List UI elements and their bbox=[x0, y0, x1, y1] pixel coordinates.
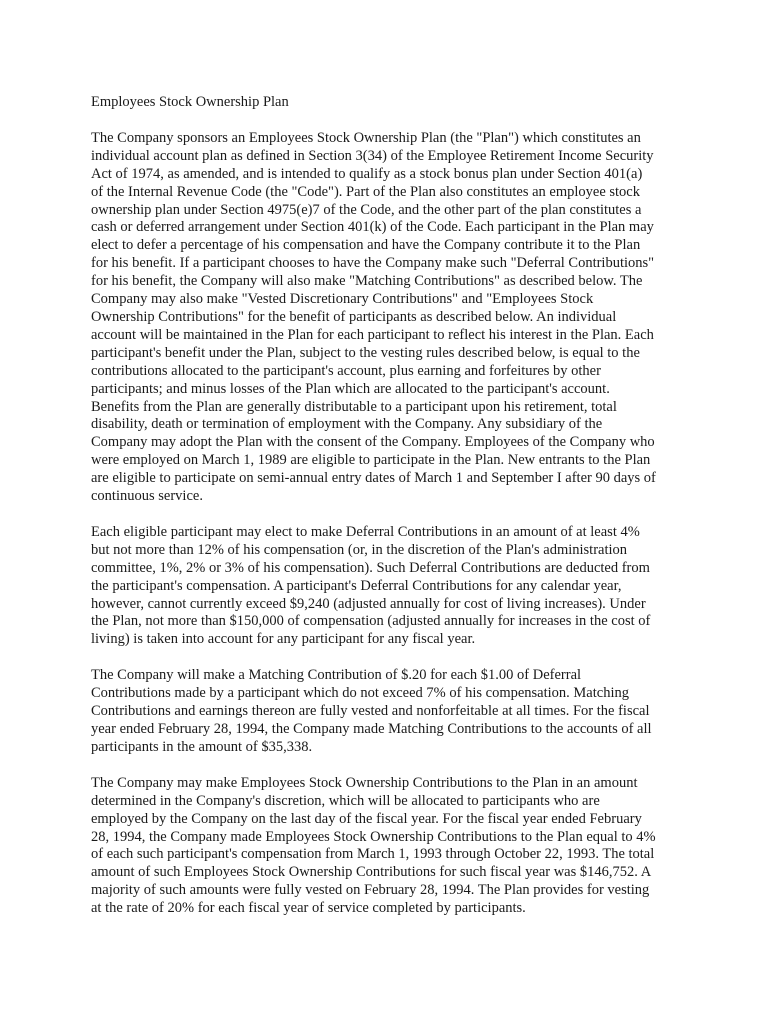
paragraph-esop-contributions: The Company may make Employees Stock Ownership Contributions to the Plan in an amount determined in the Company's discretion, which will be allocated to participants who are employed by the Company on the last day of the fiscal year. For the fiscal year ended February 28, 1994, the Company made Employees Stock Ownership Contributions to the Plan equal to 4% of each such participant's compensation from March 1, 1993 through October 22, 1993. The total amount of such Employees Stock Ownership Contributions for such fiscal year was $146,752. A majority of such amounts were fully vested on February 28, 1994. The Plan provides for vesting at the rate of 20% for each fiscal year of service completed by participants. bbox=[91, 774, 656, 917]
document-body bbox=[91, 94, 685, 918]
document-title: Employees Stock Ownership Plan bbox=[91, 94, 289, 110]
paragraph-plan-overview: The Company sponsors an Employees Stock Ownership Plan (the "Plan") which constitutes an individual account plan as defined in Section 3(34) of the Employee Retirement Income Security Act of 1974, as amended, and is intended to qualify as a stock bonus plan under Section 401(a) of the Internal Revenue Code (the "Code"). Part of the Plan also constitutes an employee stock ownership plan under Section 4975(e)7 of the Code, and the other part of the plan constitutes a cash or deferred arrangement under Section 401(k) of the Code. Each participant in the Plan may elect to defer a percentage of his compensation and have the Company contribute it to the Plan for his benefit. If a participant chooses to have the Company make such "Deferral Contributions" for his benefit, the Company will also make "Matching Contributions" as described below. The Company may also make "Vested Discretionary Contributions" and "Employees Stock Ownership Contributions" for the benefit of participants as described below. An individual account will be maintained in the Plan for each participant to reflect his interest in the Plan. Each participant's benefit under the Plan, subject to the vesting rules described below, is equal to the contributions allocated to the participant's account, plus earning and forfeitures by other participants; and minus losses of the Plan which are allocated to the participant's account. Benefits from the Plan are generally distributable to a participant upon his retirement, total disability, death or termination of employment with the Company. Any subsidiary of the Company may adopt the Plan with the consent of the Company. Employees of the Company who were employed on March 1, 1989 are eligible to participate in the Plan. New entrants to the Plan are eligible to participate on semi-annual entry dates of March 1 and September I after 90 days of continuous service. bbox=[91, 129, 656, 505]
paragraph-deferral-contributions: Each eligible participant may elect to make Deferral Contributions in an amount of at least 4% but not more than 12% of his compensation (or, in the discretion of the Plan's administration committee, 1%, 2% or 3% of his compensation). Such Deferral Contributions are deducted from the participant's compensation. A participant's Deferral Contributions for any calendar year, however, cannot currently exceed $9,240 (adjusted annually for cost of living increases). Under the Plan, not more than $150,000 of compensation (adjusted annually for increases in the cost of living) is taken into account for any participant for any fiscal year. bbox=[91, 523, 651, 648]
paragraph-matching-contributions: The Company will make a Matching Contribution of $.20 for each $1.00 of Deferral Contributions made by a participant which do not exceed 7% of his compensation. Matching Contributions and earnings thereon are fully vested and nonforfeitable at all times. For the fiscal year ended February 28, 1994, the Company made Matching Contributions to the accounts of all participants in the amount of $35,338. bbox=[91, 667, 652, 755]
